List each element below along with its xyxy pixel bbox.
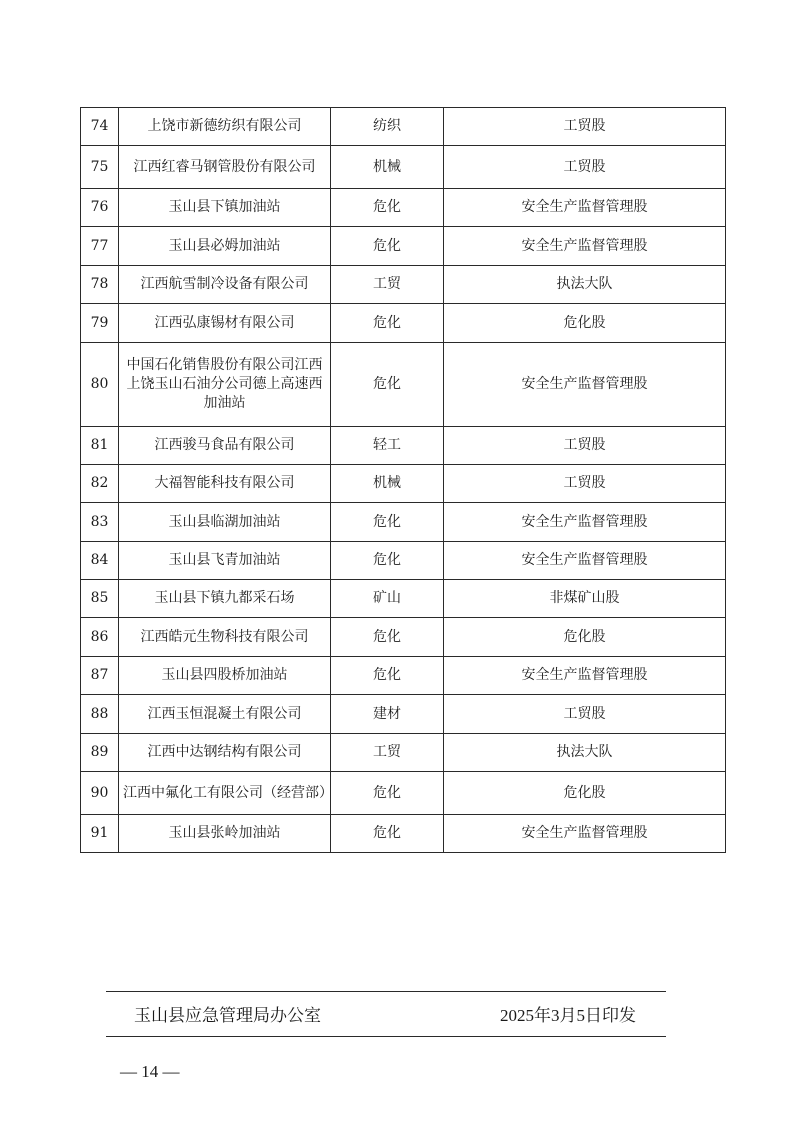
table-row (81, 227, 726, 266)
company-name-cell: 大福智能科技有限公司 (119, 465, 331, 503)
row-number-cell: 87 (81, 657, 119, 695)
company-name-cell: 玉山县必姆加油站 (119, 227, 331, 266)
footer-bottom-rule (106, 1036, 666, 1037)
industry-type-cell: 机械 (331, 465, 444, 503)
table-row (81, 304, 726, 343)
industry-type-cell: 纺织 (331, 108, 444, 146)
company-name-cell: 上饶市新德纺织有限公司 (119, 108, 331, 146)
responsible-dept-cell: 安全生产监督管理股 (444, 657, 726, 695)
responsible-dept-cell: 危化股 (444, 304, 726, 343)
company-name-cell: 玉山县临湖加油站 (119, 503, 331, 542)
row-number-cell: 84 (81, 542, 119, 580)
responsible-dept-cell: 工贸股 (444, 695, 726, 734)
company-name-cell: 江西中氟化工有限公司（经营部） (119, 772, 331, 815)
row-number-cell: 86 (81, 618, 119, 657)
row-number-cell: 77 (81, 227, 119, 266)
table-row (81, 189, 726, 227)
table-row (81, 465, 726, 503)
responsible-dept-cell: 安全生产监督管理股 (444, 503, 726, 542)
table-row (81, 146, 726, 189)
table-row (81, 772, 726, 815)
table-row (81, 266, 726, 304)
company-name-cell: 玉山县飞青加油站 (119, 542, 331, 580)
responsible-dept-cell: 非煤矿山股 (444, 580, 726, 618)
row-number-cell: 91 (81, 815, 119, 853)
industry-type-cell: 工贸 (331, 266, 444, 304)
responsible-dept-cell: 安全生产监督管理股 (444, 542, 726, 580)
company-name-cell: 江西皓元生物科技有限公司 (119, 618, 331, 657)
footer-top-rule (106, 991, 666, 992)
responsible-dept-cell: 执法大队 (444, 734, 726, 772)
industry-type-cell: 危化 (331, 343, 444, 427)
company-name-cell: 江西中达钢结构有限公司 (119, 734, 331, 772)
responsible-dept-cell: 安全生产监督管理股 (444, 815, 726, 853)
row-number-cell: 76 (81, 189, 119, 227)
company-name-cell: 中国石化销售股份有限公司江西上饶玉山石油分公司德上高速西加油站 (119, 343, 331, 427)
industry-type-cell: 危化 (331, 304, 444, 343)
table-row (81, 618, 726, 657)
company-name-cell: 江西红睿马钢管股份有限公司 (119, 146, 331, 189)
row-number-cell: 85 (81, 580, 119, 618)
industry-type-cell: 轻工 (331, 427, 444, 465)
company-name-cell: 江西弘康锡材有限公司 (119, 304, 331, 343)
table-row (81, 427, 726, 465)
responsible-dept-cell: 工贸股 (444, 427, 726, 465)
table-row (81, 108, 726, 146)
industry-type-cell: 机械 (331, 146, 444, 189)
responsible-dept-cell: 安全生产监督管理股 (444, 189, 726, 227)
responsible-dept-cell: 工贸股 (444, 146, 726, 189)
company-name-cell: 江西航雪制冷设备有限公司 (119, 266, 331, 304)
page-number: — 14 — (120, 1062, 180, 1081)
responsible-dept-cell: 执法大队 (444, 266, 726, 304)
row-number-cell: 81 (81, 427, 119, 465)
table-row (81, 343, 726, 427)
industry-type-cell: 危化 (331, 503, 444, 542)
industry-type-cell: 危化 (331, 815, 444, 853)
row-number-cell: 74 (81, 108, 119, 146)
enterprise-table (80, 107, 726, 853)
footer-date: 2025年3月5日印发 (500, 1006, 636, 1025)
company-name-cell: 江西玉恒混凝土有限公司 (119, 695, 331, 734)
responsible-dept-cell: 工贸股 (444, 108, 726, 146)
table-row (81, 657, 726, 695)
company-name-cell: 玉山县四股桥加油站 (119, 657, 331, 695)
company-name-cell: 玉山县下镇九都采石场 (119, 580, 331, 618)
row-number-cell: 78 (81, 266, 119, 304)
responsible-dept-cell: 安全生产监督管理股 (444, 227, 726, 266)
company-name-cell: 玉山县下镇加油站 (119, 189, 331, 227)
industry-type-cell: 矿山 (331, 580, 444, 618)
table-row (81, 503, 726, 542)
industry-type-cell: 建材 (331, 695, 444, 734)
table-row (81, 695, 726, 734)
row-number-cell: 75 (81, 146, 119, 189)
table-row (81, 580, 726, 618)
row-number-cell: 90 (81, 772, 119, 815)
row-number-cell: 83 (81, 503, 119, 542)
table-row (81, 815, 726, 853)
table-body (81, 108, 726, 853)
row-number-cell: 89 (81, 734, 119, 772)
responsible-dept-cell: 危化股 (444, 772, 726, 815)
industry-type-cell: 工贸 (331, 734, 444, 772)
responsible-dept-cell: 危化股 (444, 618, 726, 657)
company-name-cell: 江西骏马食品有限公司 (119, 427, 331, 465)
industry-type-cell: 危化 (331, 227, 444, 266)
industry-type-cell: 危化 (331, 657, 444, 695)
row-number-cell: 80 (81, 343, 119, 427)
company-name-cell: 玉山县张岭加油站 (119, 815, 331, 853)
row-number-cell: 82 (81, 465, 119, 503)
row-number-cell: 88 (81, 695, 119, 734)
responsible-dept-cell: 工贸股 (444, 465, 726, 503)
industry-type-cell: 危化 (331, 772, 444, 815)
footer-issuer: 玉山县应急管理局办公室 (134, 1006, 321, 1026)
industry-type-cell: 危化 (331, 542, 444, 580)
row-number-cell: 79 (81, 304, 119, 343)
responsible-dept-cell: 安全生产监督管理股 (444, 343, 726, 427)
table-row (81, 734, 726, 772)
industry-type-cell: 危化 (331, 618, 444, 657)
industry-type-cell: 危化 (331, 189, 444, 227)
table-row (81, 542, 726, 580)
